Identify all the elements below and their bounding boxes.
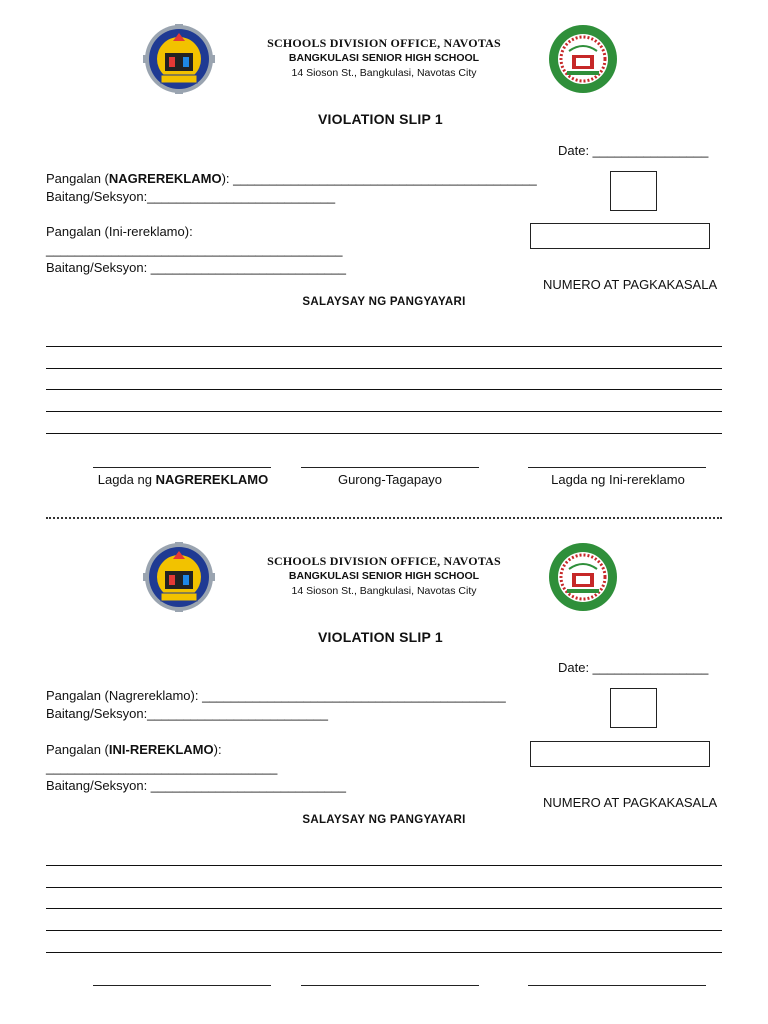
narrative-line[interactable] [46,389,722,390]
complainant-grade-field[interactable]: Baitang/Seksyon:_________________________ [46,706,328,721]
respondent-name-label [46,224,193,239]
violation-slip-2 [0,518,768,1024]
complainant-grade-field[interactable]: Baitang/Seksyon:__________________________ [46,189,336,204]
narrative-line[interactable] [46,433,722,434]
signature-label-complainant [80,472,286,487]
respondent-name-field[interactable]: ________________________________ [46,760,278,775]
small-number-box[interactable] [610,171,657,211]
signature-line-respondent[interactable] [528,467,706,468]
respondent-grade-field[interactable]: Baitang/Seksyon: ___________________________ [46,778,346,793]
number-offense-label: NUMERO AT PAGKAKASALA [543,795,718,810]
office-name: SCHOOLS DIVISION OFFICE, NAVOTAS [267,36,501,50]
narrative-line[interactable] [46,368,722,369]
date-field[interactable]: Date: ________________ [558,143,709,158]
signature-line-complainant[interactable] [93,985,271,986]
signature-line-complainant[interactable] [93,467,271,468]
school-logo-left [142,24,216,94]
violation-box[interactable] [530,223,710,249]
signature-label-bold: NAGREREKLAMO [155,472,269,487]
narrative-label: SALAYSAY NG PANGYAYARI [302,296,466,308]
school-name: BANGKULASI SENIOR HIGH SCHOOL [288,52,480,64]
complainant-name-field[interactable] [46,171,537,186]
complainant-prefix: Pangalan ( [46,171,109,186]
respondent-prefix: Pangalan ( [46,224,109,239]
school-logo-left [142,542,216,612]
respondent-suffix: ): [213,742,222,757]
complainant-name-field[interactable] [46,688,506,703]
school-address: 14 Sioson St., Bangkulasi, Navotas City [291,67,477,79]
narrative-label: SALAYSAY NG PANGYAYARI [302,814,466,826]
respondent-prefix: Pangalan ( [46,742,109,757]
narrative-line[interactable] [46,952,722,953]
complainant-suffix: ): __________________________________________ [221,171,537,186]
signature-line-adviser[interactable] [301,467,479,468]
complainant-prefix: Pangalan (Nagrereklamo): [46,688,203,703]
respondent-plain-label: Ini-rereklamo [108,224,185,239]
number-offense-label: NUMERO AT PAGKAKASALA [543,277,718,292]
narrative-line[interactable] [46,908,722,909]
school-address: 14 Sioson St., Bangkulasi, Navotas City [291,585,477,597]
signature-label-respondent: Lagda ng Ini-rereklamo [551,472,685,487]
office-name: SCHOOLS DIVISION OFFICE, NAVOTAS [267,554,501,568]
slip-title: VIOLATION SLIP 1 [318,111,443,127]
narrative-line[interactable] [46,865,722,866]
violation-box[interactable] [530,741,710,767]
signature-line-adviser[interactable] [301,985,479,986]
small-number-box[interactable] [610,688,657,728]
narrative-line[interactable] [46,411,722,412]
school-logo-right [546,542,620,612]
signature-label-adviser: Gurong-Tagapayo [337,472,443,487]
signature-label-prefix: Lagda ng [97,472,156,487]
signature-line-respondent[interactable] [528,985,706,986]
narrative-line[interactable] [46,346,722,347]
complainant-suffix: __________________________________________ [202,688,506,703]
complainant-bold-label: NAGREREKLAMO [108,171,222,186]
respondent-bold-label: INI-REREKLAMO [108,742,214,757]
narrative-line[interactable] [46,930,722,931]
narrative-line[interactable] [46,887,722,888]
respondent-suffix: ): [184,224,193,239]
date-field[interactable]: Date: ________________ [558,660,709,675]
respondent-name-field[interactable]: _________________________________________ [46,242,343,257]
respondent-name-label [46,742,222,757]
respondent-grade-field[interactable]: Baitang/Seksyon: ___________________________ [46,260,346,275]
school-name: BANGKULASI SENIOR HIGH SCHOOL [288,570,480,582]
school-logo-right [546,24,620,94]
slip-title: VIOLATION SLIP 1 [318,629,443,645]
